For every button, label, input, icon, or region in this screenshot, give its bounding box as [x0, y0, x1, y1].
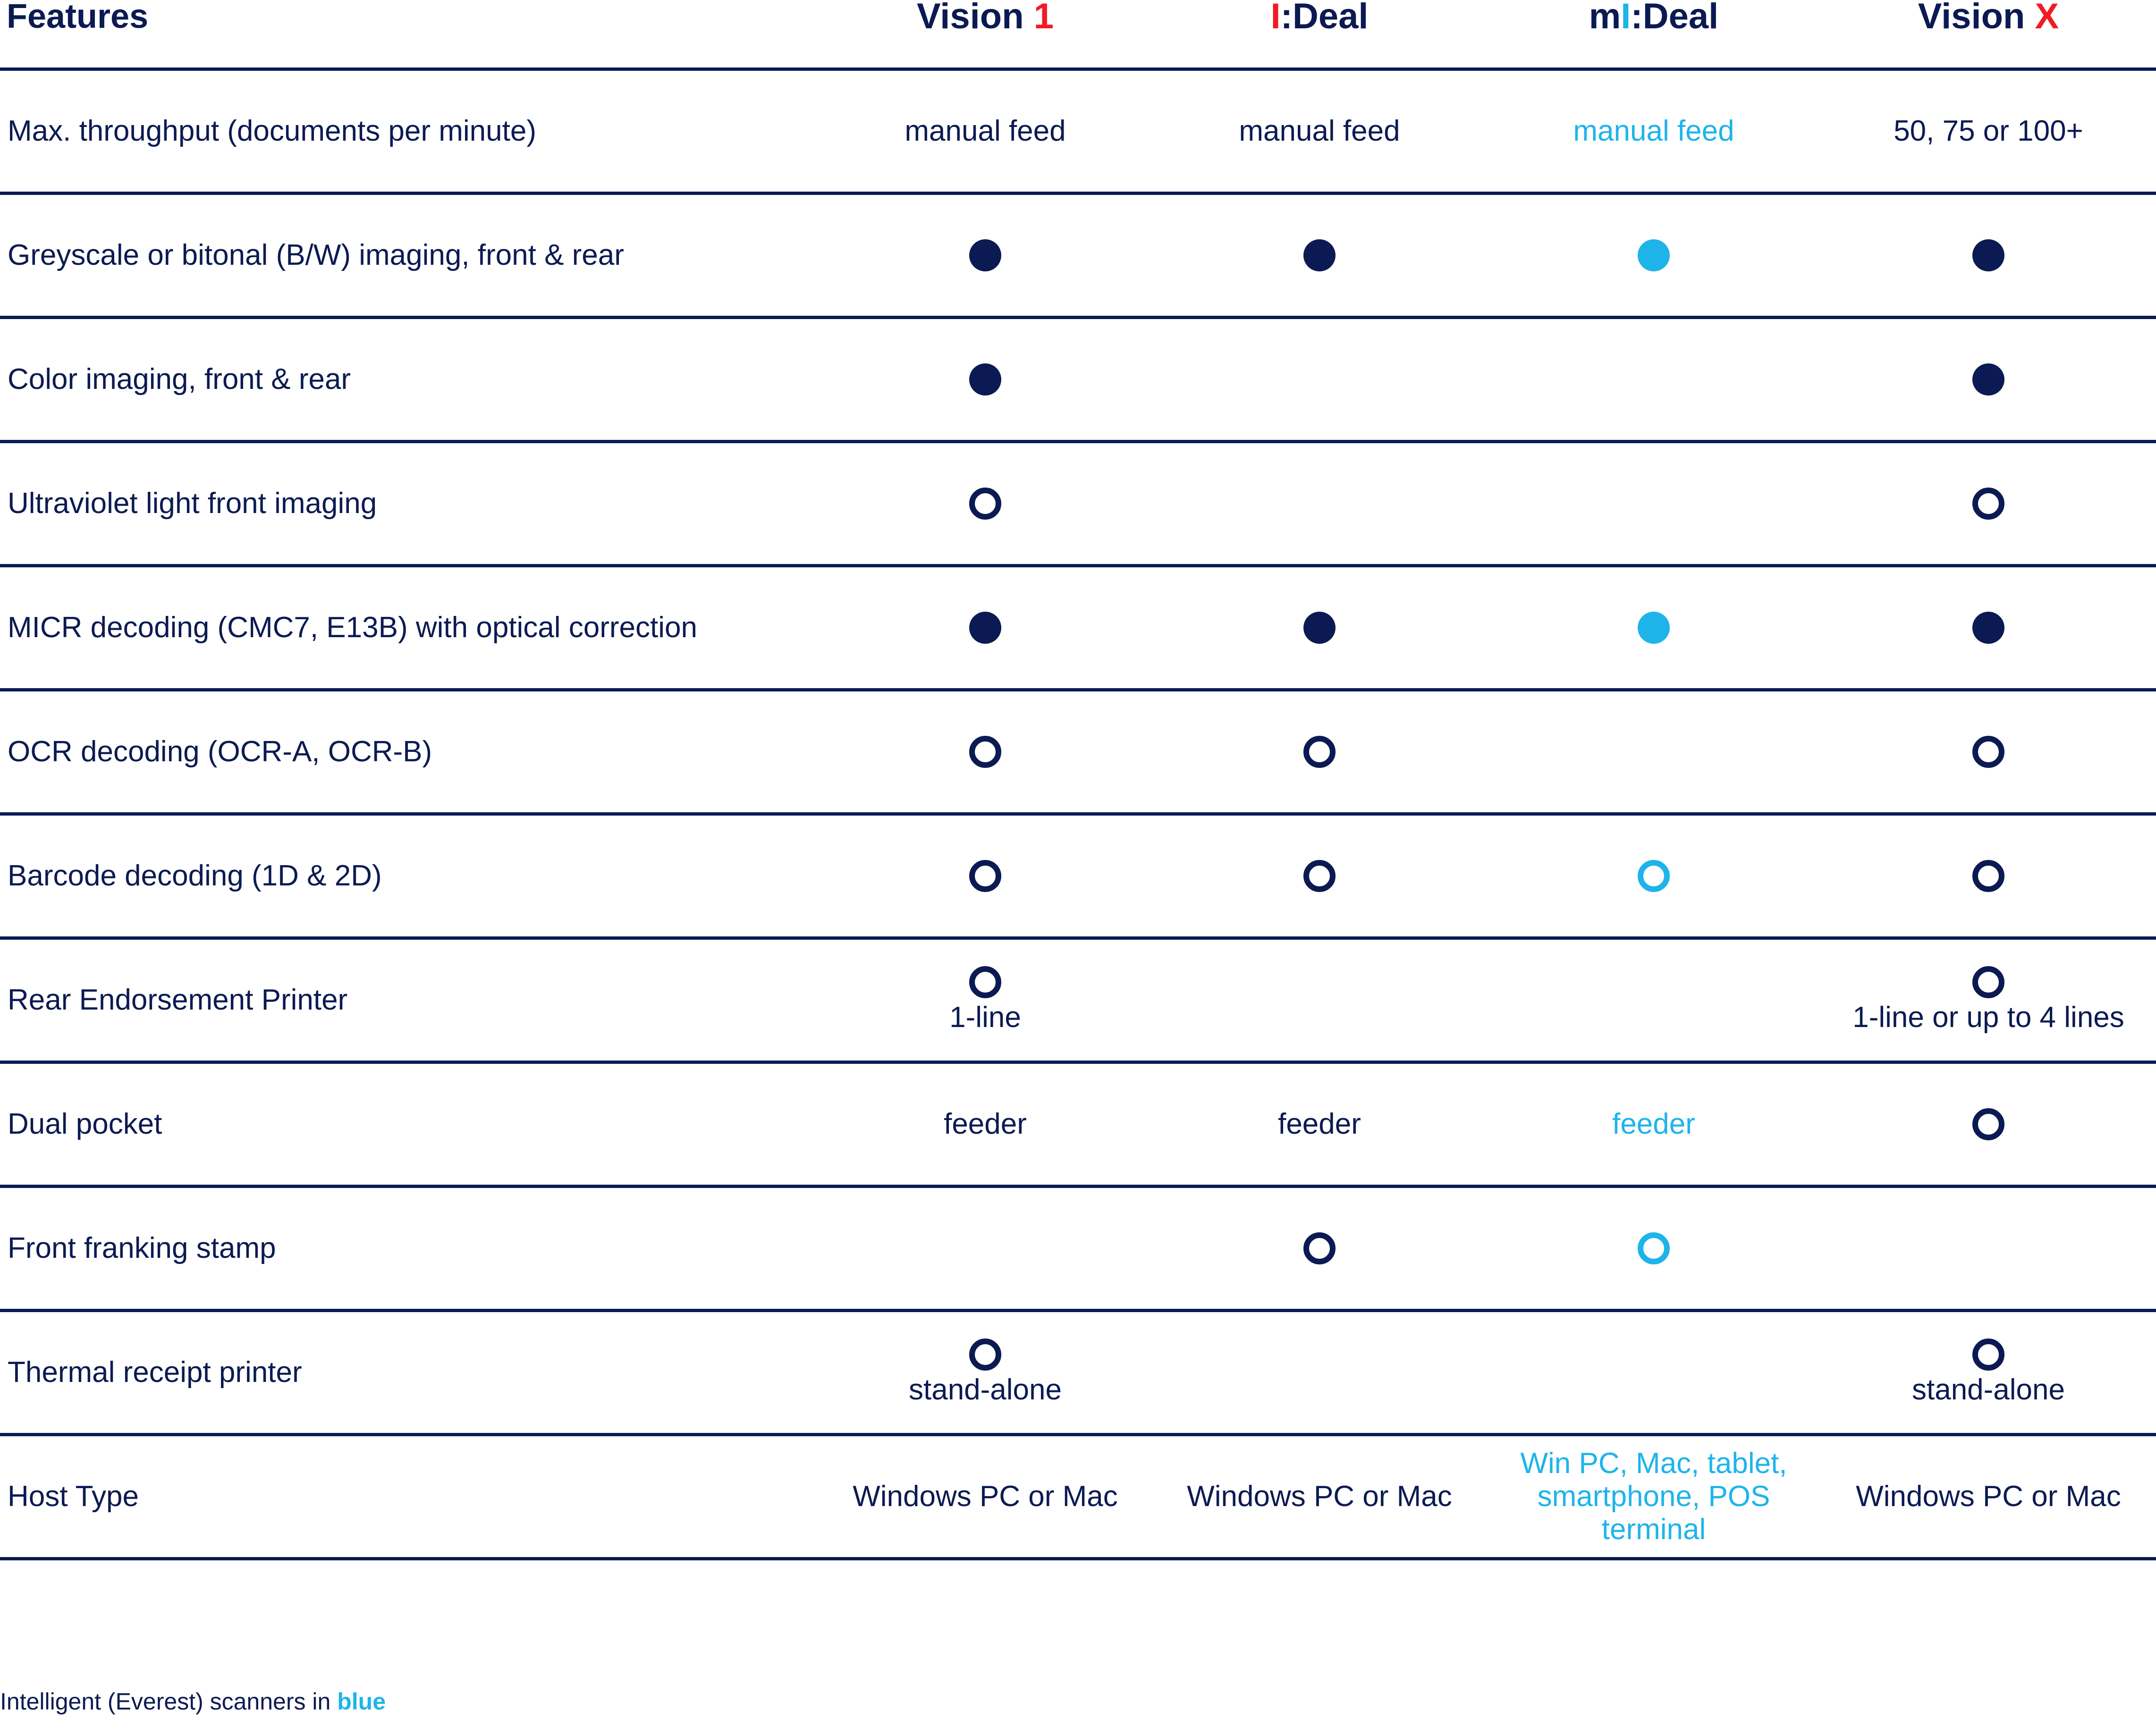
feature-label: Max. throughput (documents per minute): [8, 115, 536, 147]
open-circle-icon: [1972, 1339, 2004, 1371]
feature-label: Barcode decoding (1D & 2D): [8, 859, 382, 892]
table-row: [0, 1188, 2156, 1312]
feature-label: Thermal receipt printer: [8, 1356, 302, 1389]
open-circle-icon: [1972, 966, 2004, 998]
cell-vision-1: [820, 1312, 1150, 1433]
cell-vision-x: [1823, 319, 2154, 440]
column-heading-suffix: X: [2035, 0, 2059, 36]
open-circle-icon: [1303, 860, 1336, 892]
filled-circle-icon: [1638, 612, 1670, 644]
cell-text: manual feed: [905, 115, 1066, 147]
cell-vision-1: [820, 1188, 1150, 1309]
cell-ideal: [1154, 443, 1485, 564]
footer-note-text: Intelligent (Everest) scanners in: [0, 1688, 338, 1715]
filled-circle-icon: [1303, 612, 1336, 644]
column-heading-prefix: m: [1589, 0, 1621, 36]
cell-text: manual feed: [1573, 115, 1734, 147]
cell-mideal: [1488, 195, 1819, 316]
column-heading-mideal: [1488, 0, 1819, 38]
cell-ideal: [1154, 567, 1485, 688]
cell-note: 1-line: [949, 1001, 1021, 1034]
filled-circle-icon: [1303, 239, 1336, 271]
cell-vision-x: [1823, 1188, 2154, 1309]
open-circle-icon: [969, 966, 1001, 998]
cell-vision-1: [820, 940, 1150, 1061]
cell-vision-x: [1823, 71, 2154, 192]
cell-vision-1: [820, 71, 1150, 192]
cell-mideal: [1488, 1436, 1819, 1557]
table-row: [0, 71, 2156, 195]
cell-vision-1: [820, 1436, 1150, 1557]
column-heading-suffix: 1: [1033, 0, 1054, 36]
open-circle-icon: [1303, 736, 1336, 768]
cell-vision-x: [1823, 443, 2154, 564]
cell-vision-x: [1823, 1064, 2154, 1185]
feature-label: OCR decoding (OCR-A, OCR-B): [8, 735, 432, 768]
cell-mideal: [1488, 816, 1819, 936]
filled-circle-icon: [1972, 239, 2004, 271]
column-heading-name: Vision: [1918, 0, 2025, 36]
cell-ideal: [1154, 319, 1485, 440]
feature-label: MICR decoding (CMC7, E13B) with optical correction: [8, 611, 697, 644]
footer-note-highlight: blue: [337, 1688, 386, 1715]
cell-vision-1: [820, 443, 1150, 564]
column-heading-name: Vision: [916, 0, 1024, 36]
cell-note: stand-alone: [908, 1373, 1062, 1406]
open-circle-icon: [969, 736, 1001, 768]
cell-text: Windows PC or Mac: [853, 1480, 1118, 1513]
table-header: [0, 0, 2156, 71]
table-row: [0, 319, 2156, 443]
cell-vision-x: [1823, 816, 2154, 936]
cell-vision-x: [1823, 691, 2154, 812]
cell-text: feeder: [944, 1108, 1027, 1140]
cell-text: Windows PC or Mac: [1856, 1480, 2121, 1513]
column-heading-vision-x: [1823, 0, 2154, 38]
feature-label: Ultraviolet light front imaging: [8, 487, 377, 520]
cell-mideal: [1488, 1188, 1819, 1309]
open-circle-icon: [1972, 736, 2004, 768]
cell-ideal: [1154, 940, 1485, 1061]
cell-mideal: [1488, 443, 1819, 564]
cell-vision-1: [820, 567, 1150, 688]
cell-text: Win PC, Mac, tablet, smartphone, POS terminal: [1520, 1447, 1787, 1546]
column-heading-prefix: I: [1270, 0, 1281, 36]
cell-ideal: [1154, 691, 1485, 812]
filled-circle-icon: [969, 239, 1001, 271]
footer-legend-note: [0, 1685, 386, 1718]
cell-ideal: [1154, 1312, 1485, 1433]
cell-vision-1: [820, 319, 1150, 440]
cell-mideal: [1488, 567, 1819, 688]
filled-circle-icon: [969, 612, 1001, 644]
table-row: [0, 1436, 2156, 1560]
column-heading-name: :Deal: [1631, 0, 1719, 36]
cell-ideal: [1154, 195, 1485, 316]
column-heading-vision-1: [820, 0, 1150, 38]
cell-mideal: [1488, 319, 1819, 440]
cell-vision-1: [820, 816, 1150, 936]
cell-mideal: [1488, 71, 1819, 192]
table-row: [0, 443, 2156, 567]
table-row: [0, 195, 2156, 319]
table-row: [0, 567, 2156, 691]
filled-circle-icon: [1972, 612, 2004, 644]
feature-label: Greyscale or bitonal (B/W) imaging, front & rear: [8, 239, 624, 271]
cell-ideal: [1154, 1188, 1485, 1309]
cell-vision-1: [820, 1064, 1150, 1185]
table-row: [0, 940, 2156, 1064]
open-circle-icon: [1972, 488, 2004, 520]
cell-vision-x: [1823, 1312, 2154, 1433]
table-row: [0, 1064, 2156, 1188]
filled-circle-icon: [969, 363, 1001, 396]
cell-vision-1: [820, 691, 1150, 812]
open-circle-icon: [1303, 1232, 1336, 1264]
open-circle-icon: [969, 860, 1001, 892]
open-circle-icon: [1638, 1232, 1670, 1264]
feature-label: Front franking stamp: [8, 1232, 276, 1264]
table-row: [0, 816, 2156, 940]
cell-text: 50, 75 or 100+: [1894, 115, 2083, 147]
cell-text: manual feed: [1239, 115, 1400, 147]
filled-circle-icon: [1972, 363, 2004, 396]
cell-text: feeder: [1612, 1108, 1695, 1140]
cell-ideal: [1154, 71, 1485, 192]
open-circle-icon: [1972, 860, 2004, 892]
cell-note: stand-alone: [1911, 1373, 2065, 1406]
cell-mideal: [1488, 940, 1819, 1061]
column-heading-highlight: I: [1621, 0, 1631, 36]
cell-text: Windows PC or Mac: [1187, 1480, 1452, 1513]
cell-vision-x: [1823, 567, 2154, 688]
cell-ideal: [1154, 1436, 1485, 1557]
cell-note: 1-line or up to 4 lines: [1852, 1001, 2124, 1034]
feature-label: Dual pocket: [8, 1108, 162, 1140]
open-circle-icon: [1972, 1108, 2004, 1140]
cell-mideal: [1488, 1064, 1819, 1185]
table-row: [0, 1312, 2156, 1436]
cell-vision-x: [1823, 940, 2154, 1061]
open-circle-icon: [969, 1339, 1001, 1371]
cell-mideal: [1488, 1312, 1819, 1433]
cell-text: feeder: [1278, 1108, 1361, 1140]
cell-vision-x: [1823, 195, 2154, 316]
cell-ideal: [1154, 1064, 1485, 1185]
cell-mideal: [1488, 691, 1819, 812]
feature-label: Color imaging, front & rear: [8, 363, 351, 396]
cell-vision-1: [820, 195, 1150, 316]
open-circle-icon: [969, 488, 1001, 520]
column-heading-name: :Deal: [1280, 0, 1369, 36]
feature-label: Rear Endorsement Printer: [8, 984, 348, 1016]
features-heading: Features: [7, 0, 149, 35]
open-circle-icon: [1638, 860, 1670, 892]
cell-vision-x: [1823, 1436, 2154, 1557]
column-heading-ideal: [1154, 0, 1485, 38]
feature-label: Host Type: [8, 1480, 139, 1513]
table-row: [0, 691, 2156, 816]
cell-ideal: [1154, 816, 1485, 936]
filled-circle-icon: [1638, 239, 1670, 271]
